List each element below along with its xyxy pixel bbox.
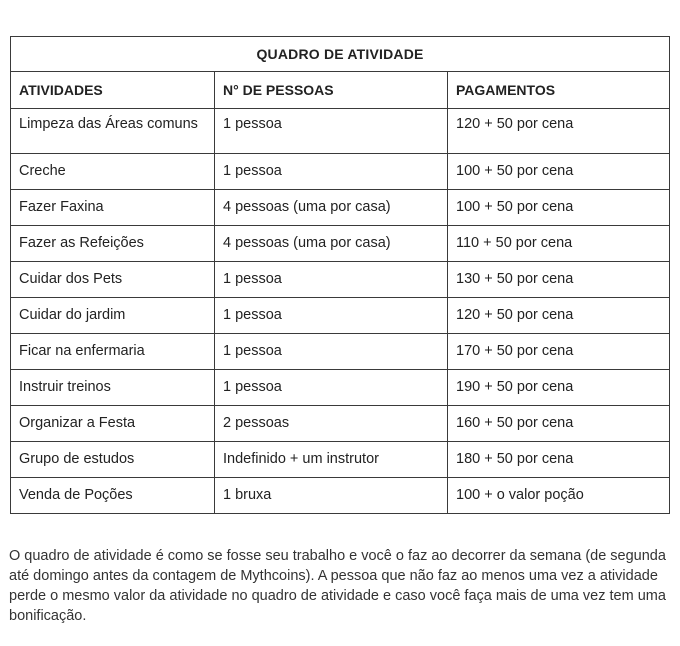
table-row bbox=[11, 298, 670, 334]
activity-cell: Cuidar dos Pets bbox=[11, 262, 215, 298]
column-header-activities: ATIVIDADES bbox=[11, 72, 215, 109]
activity-cell: Organizar a Festa bbox=[11, 406, 215, 442]
table-row bbox=[11, 406, 670, 442]
payment-cell: 180 + 50 por cena bbox=[448, 442, 670, 478]
table-title-row bbox=[11, 37, 670, 72]
table-row bbox=[11, 442, 670, 478]
people-cell: 2 pessoas bbox=[215, 406, 448, 442]
footnote-paragraph: O quadro de atividade é como se fosse seu trabalho e você o faz ao decorrer da semana (de segunda até domingo antes da contagem de Mythcoins). A pessoa que não faz ao menos uma vez a atividade perde o mesmo valor da atividade no quadro de atividade e caso você faça mais de uma vez tem uma bonificação. bbox=[9, 548, 666, 624]
table-title: QUADRO DE ATIVIDADE bbox=[11, 37, 670, 72]
activity-cell: Fazer as Refeições bbox=[11, 226, 215, 262]
activity-cell: Creche bbox=[11, 154, 215, 190]
table-header-row bbox=[11, 72, 670, 109]
payment-cell: 120 + 50 por cena bbox=[448, 298, 670, 334]
activity-cell: Instruir treinos bbox=[11, 370, 215, 406]
table-row bbox=[11, 370, 670, 406]
people-cell: 1 pessoa bbox=[215, 370, 448, 406]
payment-cell: 170 + 50 por cena bbox=[448, 334, 670, 370]
payment-cell: 100 + o valor poção bbox=[448, 478, 670, 514]
activity-cell: Venda de Poções bbox=[11, 478, 215, 514]
activity-cell: Cuidar do jardim bbox=[11, 298, 215, 334]
column-header-payments: PAGAMENTOS bbox=[448, 72, 670, 109]
table-row bbox=[11, 190, 670, 226]
column-header-people: N° DE PESSOAS bbox=[215, 72, 448, 109]
table-row bbox=[11, 262, 670, 298]
people-cell: 1 pessoa bbox=[215, 154, 448, 190]
activity-cell: Limpeza das Áreas comuns bbox=[11, 109, 215, 154]
people-cell: 4 pessoas (uma por casa) bbox=[215, 190, 448, 226]
table-row bbox=[11, 478, 670, 514]
payment-cell: 110 + 50 por cena bbox=[448, 226, 670, 262]
activity-cell: Grupo de estudos bbox=[11, 442, 215, 478]
table-row bbox=[11, 109, 670, 154]
payment-cell: 100 + 50 por cena bbox=[448, 154, 670, 190]
people-cell: 1 pessoa bbox=[215, 109, 448, 154]
payment-cell: 160 + 50 por cena bbox=[448, 406, 670, 442]
people-cell: 1 pessoa bbox=[215, 298, 448, 334]
payment-cell: 130 + 50 por cena bbox=[448, 262, 670, 298]
activity-table bbox=[10, 36, 670, 514]
people-cell: 1 pessoa bbox=[215, 334, 448, 370]
people-cell: 4 pessoas (uma por casa) bbox=[215, 226, 448, 262]
table-row bbox=[11, 334, 670, 370]
payment-cell: 120 + 50 por cena bbox=[448, 109, 670, 154]
payment-cell: 190 + 50 por cena bbox=[448, 370, 670, 406]
people-cell: 1 pessoa bbox=[215, 262, 448, 298]
activity-cell: Ficar na enfermaria bbox=[11, 334, 215, 370]
people-cell: 1 bruxa bbox=[215, 478, 448, 514]
payment-cell: 100 + 50 por cena bbox=[448, 190, 670, 226]
people-cell: Indefinido + um instrutor bbox=[215, 442, 448, 478]
table-row bbox=[11, 154, 670, 190]
table-row bbox=[11, 226, 670, 262]
activity-cell: Fazer Faxina bbox=[11, 190, 215, 226]
